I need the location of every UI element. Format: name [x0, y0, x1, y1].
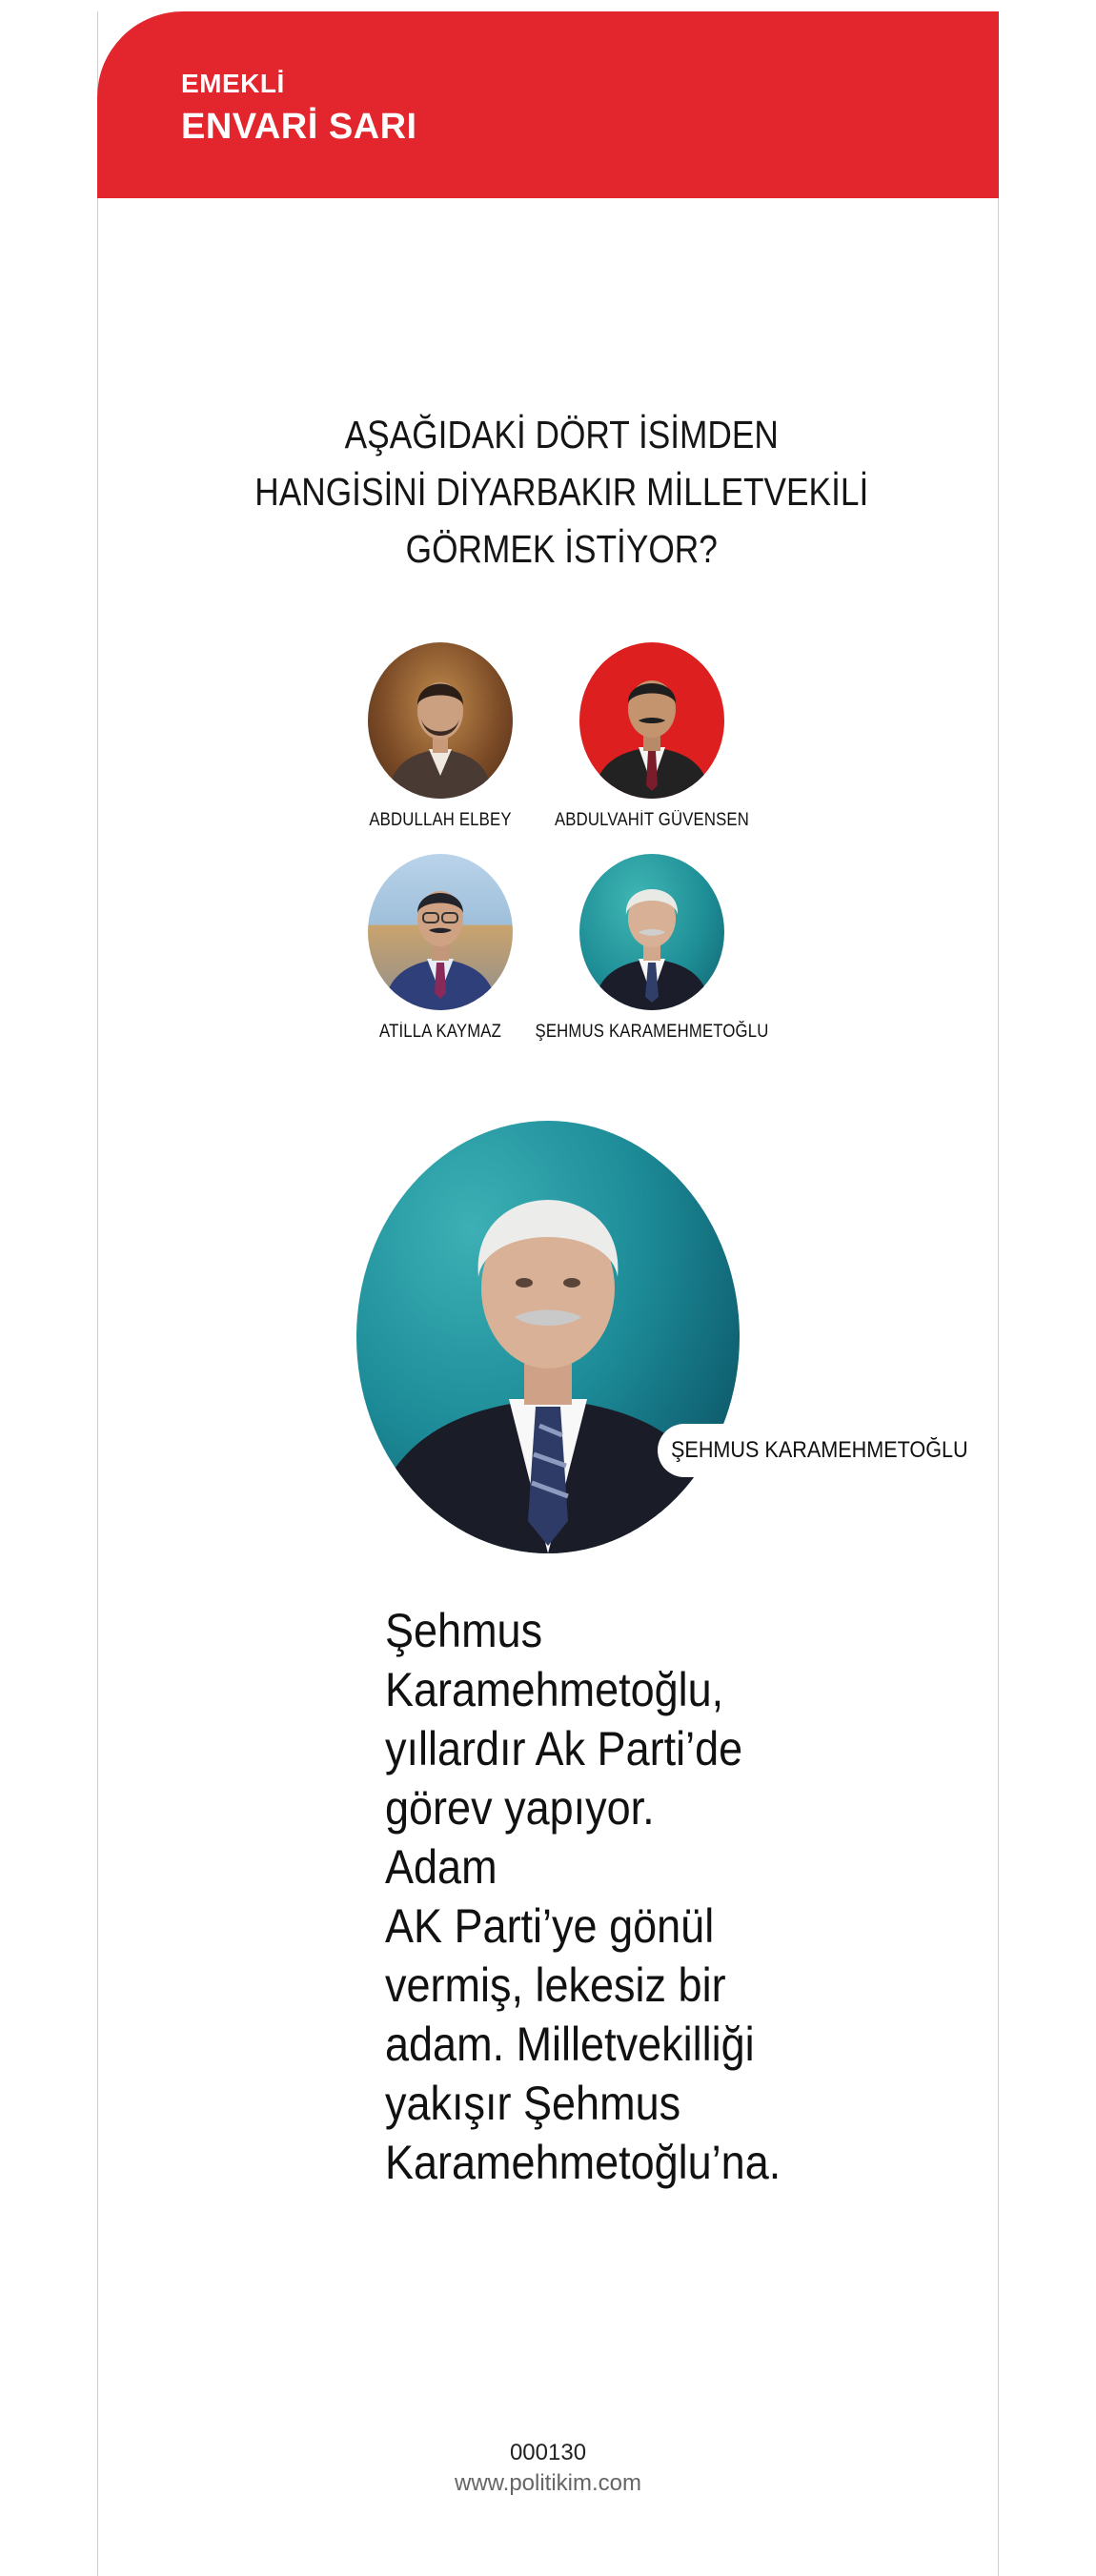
header-banner — [97, 11, 999, 198]
candidate-abdulvahit-guvensen — [490, 642, 814, 831]
quote-line-2: Karamehmetoğlu, — [385, 1663, 724, 1716]
candidate-name: ATİLLA KAYMAZ — [378, 1022, 502, 1042]
question-line-1: AŞAĞIDAKİ DÖRT İSİMDEN — [344, 413, 779, 456]
question-line-3: GÖRMEK İSTİYOR? — [405, 527, 718, 571]
candidate-photo — [579, 642, 724, 799]
quote-line-7: adam. Milletvekilliği — [385, 2018, 755, 2071]
footer-url: www.politikim.com — [454, 2470, 642, 2496]
quote-line-1: Şehmus — [385, 1604, 543, 1657]
quote-line-8: yakışır Şehmus — [385, 2077, 681, 2130]
candidate-photo — [579, 854, 724, 1010]
candidate-name: ŞEHMUS KARAMEHMETOĞLU — [535, 1022, 769, 1042]
featured-candidate-photo — [356, 1121, 740, 1553]
candidate-sehmus-karamehmetoglu — [490, 854, 814, 1043]
quote-line-5: AK Parti’ye gönül — [385, 1899, 715, 1953]
candidate-name: ABDULLAH ELBEY — [369, 810, 512, 830]
question-title — [174, 406, 950, 578]
quote-text — [385, 1601, 781, 2192]
header-role: EMEKLİ — [181, 69, 285, 98]
featured-candidate-label — [658, 1424, 989, 1477]
question-line-2: HANGİSİNİ DİYARBAKIR MİLLETVEKİLİ — [254, 470, 869, 514]
footer-code: 000130 — [509, 2440, 587, 2465]
quote-line-4: görev yapıyor. Adam — [385, 1781, 655, 1894]
featured-candidate-name: ŞEHMUS KARAMEHMETOĞLU — [671, 1437, 968, 1463]
quote-line-9: Karamehmetoğlu’na. — [385, 2136, 781, 2189]
quote-line-6: vermiş, lekesiz bir — [385, 1958, 726, 2012]
candidate-name: ABDULVAHİT GÜVENSEN — [554, 810, 750, 830]
header-name: ENVARİ SARI — [181, 107, 417, 147]
quote-line-3: yıllardır Ak Parti’de — [385, 1722, 743, 1775]
